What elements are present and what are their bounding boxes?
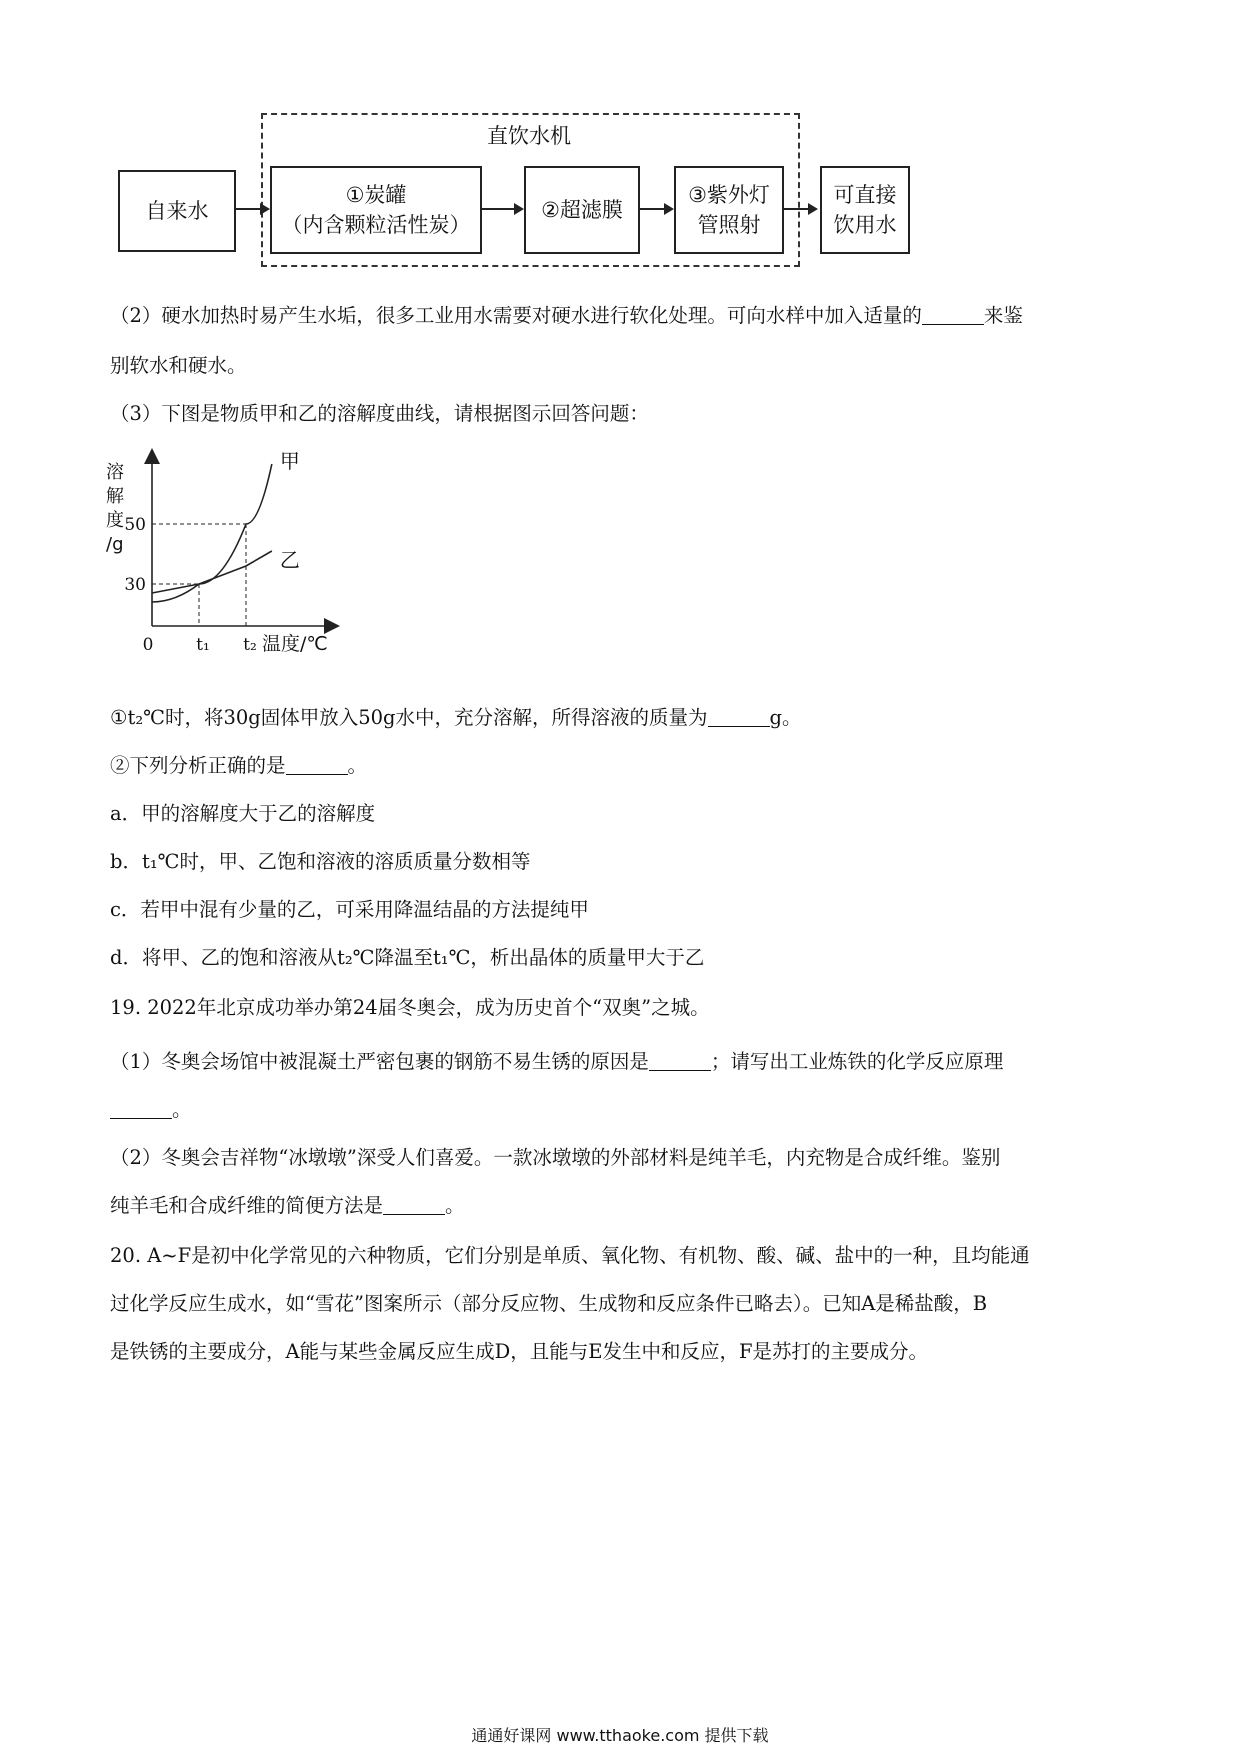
q19-p2-text-1: （2）冬奥会吉祥物“冰墩墩”深受人们喜爱。一款冰墩墩的外部材料是纯羊毛，内充物是合成纤维。鉴别 [110,1146,1001,1169]
q19-p2-text-3: 。 [445,1194,465,1217]
q2-line-2 [110,350,247,378]
x-tick-label: t₁ [196,635,210,655]
y-axis-label-char: 解 [106,486,124,507]
drinkable-water-box [820,166,910,254]
q19-p2-line1 [110,1142,1000,1170]
q19-p1-text-c: 。 [172,1098,192,1121]
series-label: 乙 [279,548,300,572]
option-d [110,942,704,970]
uv-lamp-box [674,166,784,254]
answer-blank[interactable] [649,1051,711,1072]
uv-lamp-label-1: ③紫外灯 [688,183,770,207]
ultrafiltration-label: ②超滤膜 [541,198,623,222]
option-c-text: c．若甲中混有少量的乙，可采用降温结晶的方法提纯甲 [110,898,589,921]
y-axis-label-char: 度 [106,510,124,531]
drinkable-label-1: 可直接 [833,183,897,207]
q2-text-a: （2）硬水加热时易产生水垢，很多工业用水需要对硬水进行软化处理。可向水样中加入适量的 [110,304,922,327]
y-axis-label-char: /g [106,534,124,555]
q19-p2-text-2: 纯羊毛和合成纤维的简便方法是 [110,1194,384,1217]
q20-line3 [110,1336,928,1364]
q19-title [110,992,710,1020]
y-tick-label: 50 [124,515,146,535]
q3a-text-a: ①t₂℃时，将30g固体甲放入50g水中，充分溶解，所得溶液的质量为 [110,706,708,729]
q19-title-text: 19. 2022年北京成功举办第24届冬奥会，成为历史首个“双奥”之城。 [110,996,710,1019]
solubility-chart [100,448,380,678]
arrow-1 [234,208,268,210]
arrow-2 [480,208,522,210]
series-yi-curve [152,551,272,593]
x-tick-label: t₂ [243,635,257,655]
series-jia-curve [152,464,272,602]
option-b [110,846,530,874]
ultrafiltration-box [524,166,640,254]
q2-text-b: 来鉴 [983,304,1023,327]
answer-blank[interactable] [286,755,348,776]
q19-p1 [110,1046,1003,1074]
arrow-4 [782,208,816,210]
q20-text-2: 过化学反应生成水，如“雪花”图案所示（部分反应物、生成物和反应条件已略去）。已知A是稀盐酸，B [110,1292,988,1315]
q3a-text-b: g。 [769,706,802,729]
carbon-tank-detail: （内含颗粒活性炭） [281,213,471,237]
answer-blank[interactable] [110,1099,172,1120]
answer-blank[interactable] [922,305,984,326]
q20-line1 [110,1240,1030,1268]
drinkable-label-2: 饮用水 [833,213,897,237]
q20-text-1: 20. A~F是初中化学常见的六种物质，它们分别是单质、氧化物、有机物、酸、碱、盐中的一种，且均能通 [110,1244,1030,1267]
water-machine-label: 直饮水机 [487,124,571,148]
q20-text-3: 是铁锈的主要成分，A能与某些金属反应生成D，且能与E发生中和反应，F是苏打的主要成分。 [110,1340,928,1363]
q19-p1-cont [110,1094,192,1122]
q3b-text-a: ②下列分析正确的是 [110,754,286,777]
x-axis-label: 温度/℃ [262,633,328,655]
page-footer: 通通好课网 www.tthaoke.com 提供下载 [471,1726,769,1745]
q20-line2 [110,1288,987,1316]
option-c [110,894,589,922]
origin-label: 0 [142,635,154,655]
series-label: 甲 [279,449,300,473]
q2-line-1 [110,300,1023,328]
carbon-tank-box [270,166,482,254]
q3b-text-b: 。 [347,754,368,777]
tap-water-label: 自来水 [145,199,209,223]
q19-p1-text-a: （1）冬奥会场馆中被混凝土严密包裹的钢筋不易生锈的原因是 [110,1050,649,1073]
q3b-line [110,750,367,778]
q2-text-c: 别软水和硬水。 [110,354,247,377]
carbon-tank-label: ①炭罐 [345,183,407,207]
answer-blank[interactable] [708,707,770,728]
option-a [110,798,375,826]
option-b-text: b．t₁℃时，甲、乙饱和溶液的溶质质量分数相等 [110,850,531,873]
q3-intro [110,398,649,426]
answer-blank[interactable] [383,1195,445,1216]
q3-intro-text: （3）下图是物质甲和乙的溶解度曲线，请根据图示回答问题： [110,402,649,425]
arrow-3 [638,208,672,210]
y-axis-label-char: 溶 [106,462,124,483]
q3a-line [110,702,802,730]
q19-p1-text-b: ；请写出工业炼铁的化学反应原理 [710,1050,1004,1073]
option-d-text: d．将甲、乙的饱和溶液从t₂℃降温至t₁℃，析出晶体的质量甲大于乙 [110,946,705,969]
y-tick-label: 30 [124,575,146,595]
uv-lamp-label-2: 管照射 [697,213,761,237]
option-a-text: a．甲的溶解度大于乙的溶解度 [110,802,376,825]
q19-p2-line2 [110,1190,465,1218]
tap-water-box [118,170,236,252]
